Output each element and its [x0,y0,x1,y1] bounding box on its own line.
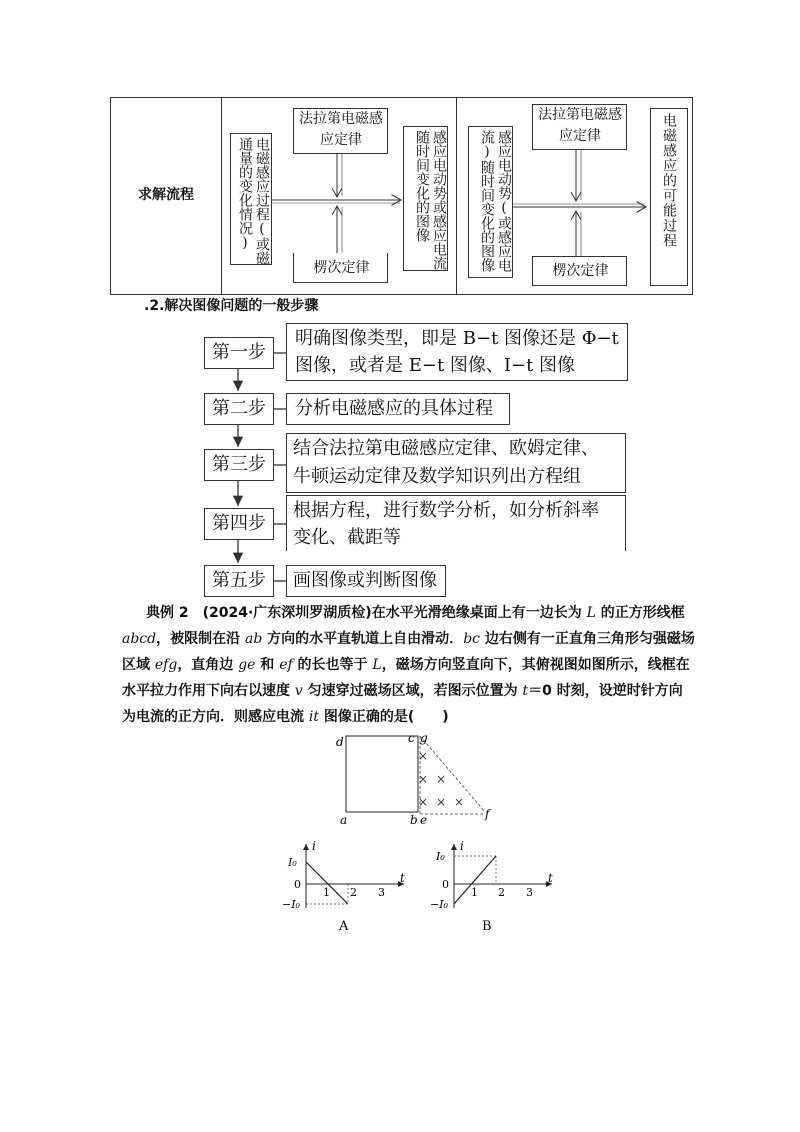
right-process-text: 电磁感应的可能过程 [661,113,677,248]
problem-text [122,600,695,730]
step-4-line2: 变化、截距等 [293,527,401,548]
step-1-label: 第一步 [212,342,266,363]
row-label: 求解流程 [138,187,194,203]
step-1-line2: 图像，或者是 E−t 图像、I−t 图像 [295,355,576,376]
square-frame [346,736,418,812]
graph-b-i: i [460,839,464,853]
graph-b-caption: B [482,919,492,934]
step-3-line2: 牛顿运动定律及数学知识列出方程组 [293,466,581,487]
graph-a-tick-1: 1 [323,886,330,899]
graph-b-t: t [548,871,553,885]
graph-a-t: t [400,871,405,885]
step-2-label: 第二步 [212,398,266,419]
graph-b-tick-1: 1 [471,886,478,899]
left-process-text: 电磁感应过程(或磁通量的变化情况) [237,137,270,265]
graph-b-zero: 0 [442,878,449,891]
graph-a-i: i [312,839,316,853]
graph-b-tick-3: 3 [526,886,533,899]
cross: × [418,749,429,763]
cross: × [454,795,465,809]
left-faraday-text: 法拉第电磁感应定律 [299,111,383,148]
graph-a-i0: I₀ [288,856,297,869]
step-3-line1: 结合法拉第电磁感应定律、欧姆定律、 [293,438,599,459]
label-f: f [485,807,490,821]
graph-a-tick-3: 3 [378,886,385,899]
graph-a-tick-2: 2 [350,886,357,899]
graph-a [282,838,414,936]
label-b: b [410,813,418,827]
right-result-text: 感应电动势(或感应电流)随时间变化的图像 [479,130,512,272]
cross: × [436,795,447,809]
problem-line-1: 典例 2 (2024·广东深圳罗湖质检)在水平光滑绝缘桌面上有一边长为 L 的正方形线框 [146,605,685,621]
label-a: a [340,813,348,827]
problem-line-4: 水平拉力作用下向右以速度 v 匀速穿过磁场区域，若图示位置为 t＝0 时刻，设逆时针方向 [122,683,683,699]
graph-a-zero: 0 [294,878,301,891]
cross: × [418,772,429,786]
problem-line-2: abcd，被限制在沿 ab 方向的水平直轨道上自由滑动．bc 边右侧有一正直角三角形匀强磁场 [122,631,695,647]
label-d: d [336,735,344,749]
step-1-line1: 明确图像类型，即是 B−t 图像还是 Φ−t [295,328,619,349]
label-c: c [408,731,415,745]
triangle-hyp [420,736,485,812]
problem-line-3: 区域 efg，直角边 ge 和 ef 的长也等于 L，磁场方向竖直向下，其俯视图如图所示，线框在 [122,657,690,673]
step-5-line1: 画图像或判断图像 [293,570,437,591]
graph-b-tick-2: 2 [498,886,505,899]
left-result-text: 感应电动势或感应电流随时间变化的图像 [414,130,447,270]
label-g: g [420,731,428,745]
left-lenz-text: 楞次定律 [313,260,370,276]
step-2-line1: 分析电磁感应的具体过程 [295,398,493,419]
graph-b-neg-i0: −I₀ [430,898,448,911]
graph-a-caption: A [339,919,349,934]
step-3-label: 第三步 [212,454,266,475]
cross: × [436,772,447,786]
step-5-label: 第五步 [212,570,266,591]
cross: × [418,795,429,809]
problem-line-5: 为电流的正方向．则感应电流 it 图像正确的是( ) [122,709,449,725]
graph-b-i0: I₀ [436,850,445,863]
right-lenz-text: 楞次定律 [552,263,609,279]
right-faraday-text: 法拉第电磁感应定律 [538,107,622,144]
magnetic-field-figure [330,728,510,828]
section-title: .2.解决图像问题的一般步骤 [144,298,319,314]
graph-b [430,838,562,936]
label-e: e [420,813,428,827]
step-4-line1: 根据方程，进行数学分析，如分析斜率 [293,500,599,521]
step-4-label: 第四步 [212,513,266,534]
graph-a-neg-i0: −I₀ [282,898,300,911]
